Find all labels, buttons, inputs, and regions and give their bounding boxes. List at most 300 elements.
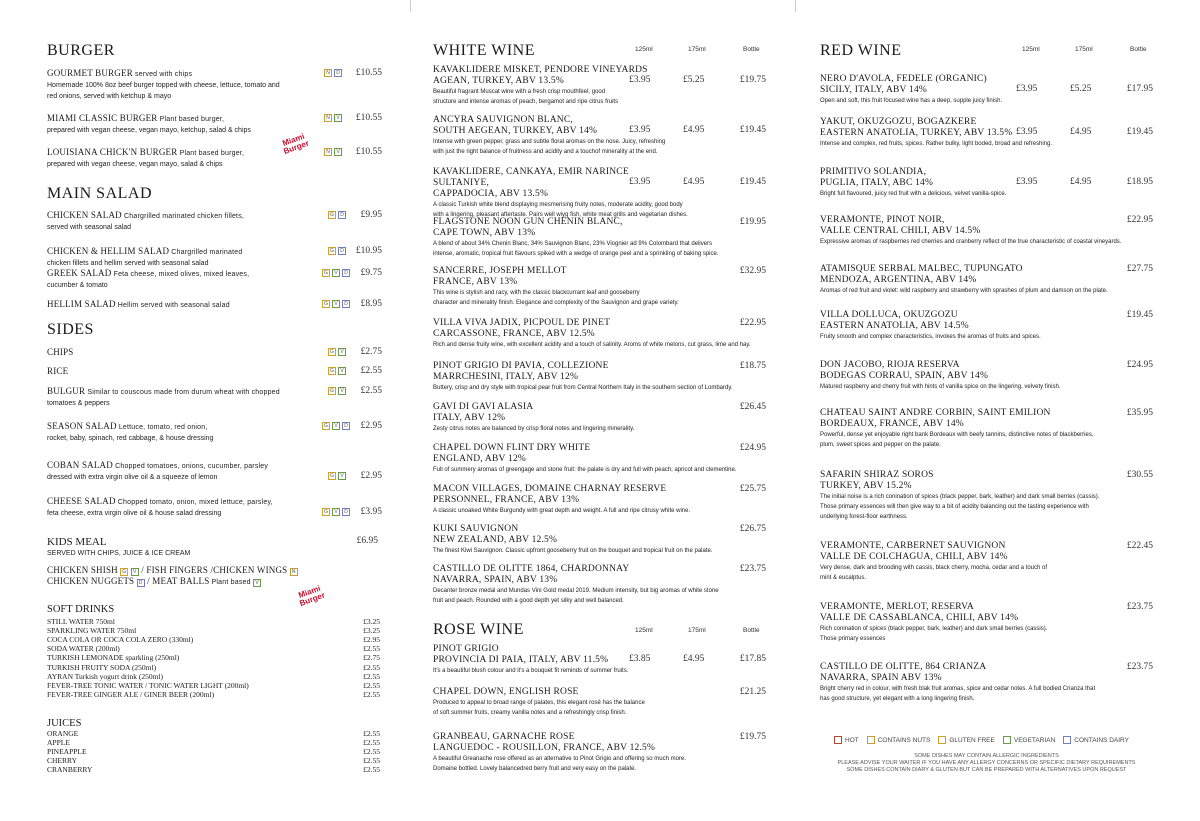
juices-title: JUICES — [47, 718, 82, 729]
allergen-badges — [322, 508, 350, 516]
vegetarian-badge: V — [332, 300, 340, 308]
wine-region: SOUTH AEGEAN, TURKEY, ABV 14% — [433, 126, 598, 136]
wine-name: VERAMONTE, PINOT NOIR, — [820, 215, 945, 225]
legend-veg: VEGETARIAN — [1013, 736, 1056, 744]
drink-price: £2.95 — [363, 635, 380, 645]
wine-name: GRANBEAU, GARNACHE ROSE — [433, 732, 575, 742]
item-name: GOURMET BURGER — [47, 68, 133, 78]
dairy-badge: D — [338, 247, 346, 255]
menu-item — [47, 210, 382, 233]
price-bottle: £19.45 — [739, 177, 766, 187]
red-wine-title: RED WINE — [820, 42, 902, 59]
item-price: £2.95 — [360, 471, 382, 481]
price-bottle: £17.95 — [1126, 84, 1153, 94]
drink-price: £2.55 — [363, 644, 380, 654]
item-price: £2.95 — [360, 421, 382, 431]
price-bottle: £24.95 — [739, 443, 766, 453]
wine-desc: fruit and peach. Rounded with a good depth yet silky and well balanced. — [433, 598, 624, 604]
fold-mark — [410, 0, 411, 12]
drink-row — [47, 653, 380, 662]
kids-line1b: / FISH FINGERS /CHICKEN WINGS — [141, 565, 288, 575]
gluten-free-badge: G — [322, 269, 330, 277]
wine-item — [433, 732, 766, 774]
item-name: CHICKEN SALAD — [47, 210, 122, 220]
price-bottle: £27.75 — [1126, 264, 1153, 274]
gluten-free-badge: G — [328, 211, 336, 219]
wine-name: CHAPEL DOWN FLINT DRY WHITE — [433, 443, 591, 453]
wine-desc: Beautiful fragrant Muscat wine with a fresh crisp mouthfeel, good — [433, 89, 606, 95]
wine-desc: The initial noise is a rich conination of spices (black pepper, bark, leather) and dark small berries (cassis). — [820, 494, 1100, 500]
vegetarian-badge: V — [338, 387, 346, 395]
wine-item — [433, 687, 766, 718]
wine-desc: It's a beautiful blush colour and it's a bouquet fit reminds of summer fruits. — [433, 668, 629, 674]
nuts-badge: N — [324, 69, 332, 77]
wine-name: PINOT GRIGIO DI PAVIA, COLLEZIONE — [433, 361, 609, 371]
wine-desc: Powerful, dense yet enjoyable right bank Bordeaux with beefy tannins, distinctive notes of blackberries, — [820, 432, 1094, 438]
wine-name: VILLA VIVA JADIX, PICPOUL DE PINET — [433, 318, 611, 328]
wine-region: LANGUEDOC - ROUSILLON, FRANCE, ABV 12.5% — [433, 743, 656, 753]
dairy-badge: D — [334, 69, 342, 77]
dairy-badge: D — [342, 300, 350, 308]
price-125: £3.95 — [1016, 84, 1038, 94]
gluten-free-badge: G — [328, 387, 336, 395]
gluten-free-badge: G — [328, 348, 336, 356]
item-desc: prepared with vegan cheese, vegan mayo, salad & chips — [47, 161, 223, 168]
allergen-badges — [328, 211, 346, 219]
price-bottle: £19.45 — [1126, 127, 1153, 137]
item-price: £10.55 — [355, 113, 382, 123]
wine-item — [433, 564, 766, 606]
item-desc: rocket, baby, spinach, red cabbage, & house dressing — [47, 435, 214, 442]
wine-desc: with just the right balance of fruitness and acidity and a touchof minerality at the end. — [433, 149, 658, 155]
wine-desc: Intense with green pepper, grass and subtle floral aromas on the nose. Juicy, refreshing — [433, 139, 666, 145]
item-note: Chopped tomato, onion, mixed lettuce, parsley, — [115, 499, 273, 506]
drink-name: STILL WATER 750ml — [47, 617, 115, 626]
nuts-badge: N — [324, 114, 332, 122]
drink-row — [47, 672, 380, 681]
drink-price: £2.55 — [363, 680, 380, 690]
wine-name: CHATEAU SAINT ANDRE CORBIN, SAINT EMILION — [820, 408, 1051, 418]
wine-item — [820, 541, 1153, 583]
drink-name: CHERRY — [47, 756, 78, 766]
logo-text: Miami Burger — [297, 583, 327, 609]
wine-region: VALLE DE CASSABLANCA, CHILI, ABV 14% — [820, 613, 1019, 623]
wine-desc: Decanter bronze medal and Mundas Vini Gold medal 2019. Medium intensity, but big aromas of white stone — [433, 588, 719, 594]
drink-row — [47, 635, 380, 644]
col-header-bottle: Bottle — [743, 627, 760, 634]
price-175: £4.95 — [683, 177, 705, 187]
item-name: COBAN SALAD — [47, 460, 113, 470]
drink-price: £3.25 — [363, 617, 380, 626]
allergen-badges — [322, 269, 350, 277]
wine-region: VALLE CENTRAL CHILI, ABV 14.5% — [820, 226, 981, 236]
wine-region: MARRCHESINI, ITALY, ABV 12% — [433, 372, 579, 382]
price-bottle: £22.45 — [1126, 541, 1153, 551]
price-bottle: £30.55 — [1126, 470, 1153, 480]
white-rose-wine-column — [433, 0, 766, 821]
wine-desc: Aromas of red fruit and violet: wild raspberry and strawberry with sprashes of plum and damson on the plate. — [820, 288, 1108, 294]
wine-desc: Matured raspberry and cherry fruit with hints of vanilla spice on the lingering, velvety finish. — [820, 384, 1061, 390]
white-wine-title: WHITE WINE — [433, 42, 535, 59]
item-price: £10.55 — [355, 68, 382, 78]
wine-desc: plum, sweet spices and pepper on the palate. — [820, 442, 941, 448]
wine-region: NAVARRA, SPAIN ABV 13% — [820, 673, 942, 683]
legend-hot: HOT — [845, 736, 859, 744]
item-name: RICE — [47, 366, 69, 376]
wine-item — [820, 602, 1153, 644]
wine-region: MENDOZA, ARGENTINA, ABV 14% — [820, 275, 977, 285]
wine-name: KAVAKLIDERE MISKET, PENDORE VINEYARDS — [433, 65, 648, 75]
nuts-icon — [867, 736, 875, 744]
menu-item — [47, 386, 382, 409]
wine-region: PUGLIA, ITALY, ABC 14% — [820, 178, 934, 188]
wine-item — [433, 115, 766, 157]
allergen-badges — [322, 422, 350, 430]
item-price: £2.55 — [360, 386, 382, 396]
item-price: £8.95 — [360, 299, 382, 309]
note-line: SOME DISHES CONTAIN DIARY & GLUTEN BUT CAN BE PREPARED WITH ALTERNATIVES UPON REQUEST — [846, 767, 1127, 773]
drink-price: £2.55 — [363, 738, 380, 748]
vegetarian-badge: V — [332, 508, 340, 516]
wine-desc: structure and intense aromas of peach, bergamot and ripe citrus fruits — [433, 99, 619, 105]
gluten-free-icon — [938, 736, 946, 744]
wine-item — [820, 264, 1153, 296]
drink-row — [47, 681, 380, 690]
wine-item — [820, 662, 1153, 704]
allergen-badges — [324, 69, 342, 77]
wine-desc: The finest Kiwi Sauvignon. Classic upfront gooseberry fruit on the bouquet and tropical fruit on the palate. — [433, 548, 713, 554]
item-note: Similar to couscous made from durum wheat with chopped — [85, 389, 280, 396]
allergen-badges — [328, 348, 346, 356]
drink-name: CRANBERRY — [47, 765, 93, 775]
wine-item — [820, 470, 1153, 522]
item-desc: feta cheese, extra virgin olive oil & house salad dressing — [47, 510, 222, 517]
menu-item — [47, 68, 382, 102]
wine-desc: Produced to appeal to broad range of palates, this elegant rosé has the balance — [433, 700, 645, 706]
price-bottle: £23.75 — [1126, 662, 1153, 672]
item-price: £9.95 — [360, 210, 382, 220]
item-name: HELLIM SALAD — [47, 299, 116, 309]
wine-desc: A blend of about 34% Chenin Blanc, 34% Sauvignon Blanc, 23% Viognier ad 9% Colombard that delivers — [433, 241, 713, 247]
legend-gluten: GLUTEN FREE — [949, 736, 995, 744]
item-price: £9.75 — [360, 268, 382, 278]
wine-desc: Zesty citrus notes are balanced by crisp floral notes and lingering minerality. — [433, 426, 635, 432]
item-name: CHEESE SALAD — [47, 496, 116, 506]
wine-name: GAVI DI GAVI ALASIA — [433, 402, 534, 412]
item-note: Plant based burger, — [177, 150, 245, 157]
item-desc: Homemade 100% 8oz beef burger topped with cheese, lettuce, tomato and red onions, served with ketchup & mayo — [47, 82, 280, 100]
drink-name: PINEAPPLE — [47, 747, 87, 757]
drink-price: £2.55 — [363, 729, 380, 738]
allergen-badges — [328, 367, 346, 375]
allergen-legend — [834, 736, 1129, 744]
wine-name: ANCYRA SAUVIGNON BLANC, — [433, 115, 573, 125]
drink-price: £2.55 — [363, 689, 380, 699]
gluten-free-badge: G — [328, 367, 336, 375]
item-note: Chopped tomatoes, onions, cucumber, parsley — [112, 463, 269, 470]
vegetarian-icon — [1003, 736, 1011, 744]
dairy-badge: D — [137, 579, 145, 587]
price-bottle: £23.75 — [739, 564, 766, 574]
item-note: Chargrilled marinated chicken fillets, — [121, 213, 245, 220]
wine-item — [820, 117, 1153, 149]
gluten-free-badge: G — [322, 508, 330, 516]
price-175: £5.25 — [1070, 84, 1092, 94]
logo-text: Miami Burger — [281, 131, 311, 157]
vegetarian-badge: V — [332, 269, 340, 277]
wine-region: AGEAN, TURKEY, ABV 13.5% — [433, 76, 564, 86]
wine-region: VALLE DE COLCHAGUA, CHILI, ABV 14% — [820, 552, 1008, 562]
sides-title: SIDES — [47, 321, 94, 338]
vegetarian-badge: V — [338, 367, 346, 375]
vegetarian-badge: V — [334, 148, 342, 156]
drink-name: TURKISH LEMONADE sparkling (250ml) — [47, 653, 180, 663]
wine-item — [433, 266, 766, 308]
price-bottle: £19.45 — [1126, 310, 1153, 320]
wine-region: EASTERN ANATOLIA, ABV 14.5% — [820, 321, 969, 331]
wine-region: PROVINCIA DI PAIA, ITALY, ABV 11.5% — [433, 655, 609, 665]
wine-name: DON JACOBO, RIOJA RESERVA — [820, 360, 960, 370]
legend-dairy: CONTAINS DAIRY — [1074, 736, 1129, 744]
drink-row — [47, 617, 380, 626]
wine-name: VILLA DOLLUCA, OKUZGOZU — [820, 310, 958, 320]
price-bottle: £17.85 — [739, 654, 766, 664]
wine-desc: Open and soft, this fruit focused wine has a deep, supple juicy finish. — [820, 98, 1003, 104]
vegetarian-badge: V — [338, 348, 346, 356]
allergen-badges — [324, 114, 342, 122]
col-header-125: 125ml — [1022, 46, 1040, 53]
fold-mark — [795, 0, 796, 12]
wine-item — [820, 215, 1153, 247]
allergy-notes — [820, 753, 1153, 774]
dairy-badge: D — [342, 508, 350, 516]
wine-name: CASTILLO DE OLITTE 1864, CHARDONNAY — [433, 564, 630, 574]
nuts-badge: N — [290, 568, 298, 576]
wine-desc: Fruity smooth and complex characteristics, invokes the aromas of fruits and spices. — [820, 334, 1041, 340]
drink-row — [47, 663, 380, 672]
item-desc: tomatoes & peppers — [47, 400, 110, 407]
wine-item — [820, 408, 1153, 450]
menu-item — [47, 113, 382, 136]
drink-name: FEVER-TREE TONIC WATER / TONIC WATER LIGHT (200ml) — [47, 680, 249, 690]
col-header-bottle: Bottle — [743, 46, 760, 53]
item-name: CHICKEN & HELLIM SALAD — [47, 246, 170, 256]
item-name: CHIPS — [47, 347, 74, 357]
wine-item — [433, 167, 766, 220]
price-bottle: £19.45 — [739, 125, 766, 135]
wine-item — [820, 167, 1153, 199]
price-bottle: £23.75 — [1126, 602, 1153, 612]
item-name: GREEK SALAD — [47, 268, 112, 278]
price-125: £3.85 — [629, 654, 651, 664]
item-desc: served with seasonal salad — [47, 224, 132, 231]
col-header-125: 125ml — [635, 627, 653, 634]
price-bottle: £19.95 — [739, 217, 766, 227]
wine-region: SICILY, ITALY, ABV 14% — [820, 85, 928, 95]
price-125: £3.95 — [1016, 127, 1038, 137]
wine-item — [820, 310, 1153, 342]
vegetarian-badge: V — [332, 422, 340, 430]
wine-region: CAPE TOWN, ABV 13% — [433, 228, 536, 238]
price-bottle: £19.75 — [739, 732, 766, 742]
col-header-bottle: Bottle — [1130, 46, 1147, 53]
price-bottle: £18.95 — [1126, 177, 1153, 187]
vegetarian-badge: V — [253, 579, 261, 587]
wine-desc: with a lingering, pleasant aftertaste. Pairs well wiyg fish, white meat grills and vegetarian dishes. — [433, 212, 688, 218]
wine-desc: has good structure, yet elegant with a long lingering finish. — [820, 696, 975, 702]
wine-name: SAFARIN SHIRAZ SOROS — [820, 470, 934, 480]
wine-item — [433, 402, 766, 434]
price-bottle: £24.95 — [1126, 360, 1153, 370]
item-note: Chargrilled marinated — [169, 249, 243, 256]
wine-name: VERAMONTE, CARBERNET SAUVIGNON — [820, 541, 1006, 551]
gluten-free-badge: G — [122, 569, 127, 575]
wine-region: CARCASSONE, FRANCE, ABV 12.5% — [433, 329, 595, 339]
drink-name: SODA WATER (200ml) — [47, 644, 120, 654]
item-note: served with chips — [132, 71, 193, 78]
item-price: £10.95 — [355, 246, 382, 256]
wine-name: ATAMISQUE SERBAL MALBEC, TUPUNGATO — [820, 264, 1023, 274]
wine-name: FLAGSTONE NOON GUN CHENIN BLANC, — [433, 217, 623, 227]
drink-price: £2.55 — [363, 747, 380, 757]
drink-row — [47, 626, 380, 635]
wine-name: KUKI SAUVIGNON — [433, 524, 519, 534]
item-price: £3.95 — [360, 507, 382, 517]
wine-item — [433, 644, 766, 676]
wine-region: FRANCE, ABV 13% — [433, 277, 518, 287]
price-175: £5.25 — [683, 75, 705, 85]
wine-desc: Those primary essences — [820, 636, 886, 642]
gluten-free-badge: G — [328, 247, 336, 255]
allergen-badges — [328, 387, 346, 395]
nuts-badge: N — [324, 148, 332, 156]
drink-row — [47, 765, 380, 774]
item-desc: chicken fillets and hellim served with seasonal salad — [47, 260, 209, 267]
wine-name: PINOT GRIGIO — [433, 644, 499, 654]
wine-desc: mint & eucalptus. — [820, 575, 867, 581]
wine-desc: Bright cherry red in colour, with fresh blak fruit aromas, spice and cedar notes. A full bodied Crianza that — [820, 686, 1096, 692]
wine-item — [433, 524, 766, 556]
price-bottle: £19.75 — [739, 75, 766, 85]
price-125: £3.95 — [1016, 177, 1038, 187]
drink-price: £2.55 — [363, 756, 380, 766]
wine-desc: Domaine bottled. Lovely balancedred berry fruit and very easy on the palate. — [433, 766, 637, 772]
drink-price: £2.55 — [363, 765, 380, 775]
item-name: MIAMI CLASSIC BURGER — [47, 113, 158, 123]
menu-item — [47, 246, 382, 269]
wine-desc: A classic Turkish white blend displaying mesmerising fruity notes, moderate acidity, good body — [433, 202, 683, 208]
price-175: £4.95 — [683, 654, 705, 664]
wine-item — [433, 361, 766, 393]
wine-desc: Those primary essences will then give way to a bit of acidity balancing out the tasting experience with — [820, 504, 1089, 510]
drink-row — [47, 756, 380, 765]
menu-item — [47, 366, 382, 377]
wine-name: VERAMONTE, MERLOT, RESERVA — [820, 602, 974, 612]
price-175: £4.95 — [1070, 177, 1092, 187]
wine-desc: character and minerality finish. Elegance and complexity of the Sauvignon and grape variety. — [433, 300, 679, 306]
kids-line2: CHICKEN NUGGETS — [47, 576, 135, 586]
wine-region: EASTERN ANATOLIA, TURKEY, ABV 13.5% — [820, 128, 1013, 138]
price-bottle: £26.75 — [739, 524, 766, 534]
price-125: £3.95 — [629, 125, 651, 135]
vegetarian-badge: V — [131, 568, 139, 576]
wine-region: PERSONNEL, FRANCE, ABV 13% — [433, 495, 580, 505]
wine-name: YAKUT, OKUZGOZU, BOGAZKERE — [820, 117, 977, 127]
col-header-175: 175ml — [688, 627, 706, 634]
gluten-free-badge: G — [322, 422, 330, 430]
price-bottle: £32.95 — [739, 266, 766, 276]
drink-price: £2.55 — [363, 662, 380, 672]
drink-row — [47, 644, 380, 653]
item-desc: prepared with vegan cheese, vegan mayo, ketchup, salad & chips — [47, 127, 251, 134]
price-bottle: £26.45 — [739, 402, 766, 412]
price-bottle: £22.95 — [739, 318, 766, 328]
kids-subtitle: SERVED WITH CHIPS, JUICE & ICE CREAM — [47, 550, 191, 557]
main-salad-title: MAIN SALAD — [47, 185, 152, 202]
kids-price: £6.95 — [356, 536, 378, 546]
drink-price: £2.75 — [363, 653, 380, 663]
rose-wine-title: ROSE WINE — [433, 621, 524, 638]
gluten-free-badge: G — [322, 300, 330, 308]
menu-item — [47, 268, 382, 291]
price-bottle: £25.75 — [739, 484, 766, 494]
wine-desc: intense, aromatic, tropical fruit flavours spiked with a wedge of orange peel and a sprinkling of baking spice. — [433, 251, 719, 257]
wine-region: BODEGAS CORRAU, SPAIN, ABV 14% — [820, 371, 989, 381]
drink-row — [47, 690, 380, 699]
allergen-badges — [328, 472, 346, 480]
wine-desc: Full of summery aromas of greengage and stone fruit: the palate is dry and full with peach, apricot and clementine. — [433, 467, 737, 473]
price-bottle: £18.75 — [739, 361, 766, 371]
menu-item — [47, 147, 382, 170]
wine-desc: Rich conination of spices (black pepper, bark, leather) and dark small berries (cassis). — [820, 626, 1048, 632]
note-line: PLEASE ADVISE YOUR WAITER IF YOU HAVE ANY ALLERGY CONCERNS OR SPECIFIC DIETARY REQUIREMENTS — [837, 760, 1136, 766]
wine-desc: Rich and dense fruity wine, with excellent acidity and a touch of salinity. Aroms of white melons, cut grass, lime and hay. — [433, 342, 751, 348]
dairy-badge: D — [342, 422, 350, 430]
item-note: Hellim served with seasonal salad — [115, 302, 230, 309]
wine-region: NAVARRA, SPAIN, ABV 13% — [433, 575, 558, 585]
wine-desc: underlying forest-floor earthness. — [820, 514, 908, 520]
wine-desc: of soft summer fruits, creamy vanilla notes and a refreshingly crisp finish. — [433, 710, 627, 716]
drink-name: COCA COLA OR COCA COLA ZERO (330ml) — [47, 635, 194, 645]
wine-item — [433, 443, 766, 475]
wine-desc: Intense and complex, red fruits, spices. Rather bulky, light boded, broad and refreshing. — [820, 141, 1053, 147]
wine-name: CHAPEL DOWN, ENGLISH ROSE — [433, 687, 579, 697]
price-175: £4.95 — [1070, 127, 1092, 137]
dairy-badge: D — [342, 269, 350, 277]
wine-item — [820, 360, 1153, 392]
wine-name: KAVAKLIDERE, CANKAYA, EMIR NARINCE SULTANIYE, — [433, 167, 629, 188]
wine-desc: Expressive aromas of raspberries red cherries and cranberry reflect of the true characteristic of coastal vineyards. — [820, 239, 1122, 245]
price-125: £3.95 — [629, 177, 651, 187]
wine-desc: Bright full flavoured, juicy red fruit with a delicious, velvet vanilla-spice. — [820, 191, 1007, 197]
drink-price: £2.55 — [363, 671, 380, 681]
allergen-badges — [324, 148, 342, 156]
red-wine-column — [820, 0, 1153, 821]
drink-name: APPLE — [47, 738, 70, 748]
wine-region: ENGLAND, ABV 12% — [433, 454, 527, 464]
kids-line2c: Plant based — [209, 579, 251, 586]
price-bottle: £21.25 — [739, 687, 766, 697]
vegetarian-badge: V — [334, 114, 342, 122]
price-bottle: £22.95 — [1126, 215, 1153, 225]
menu-item — [47, 421, 382, 444]
drink-name: AYRAN Turkish yogurt drink (250ml) — [47, 671, 163, 681]
col-header-175: 175ml — [688, 46, 706, 53]
wine-region: BORDEAUX, FRANCE, ABV 14% — [820, 419, 964, 429]
wine-desc: Buttery, crisp and dry style with tropical pear fruit from Central Northern Italy in the southern section of Lombardy. — [433, 385, 733, 391]
allergen-badges — [322, 300, 350, 308]
col-header-125: 125ml — [635, 46, 653, 53]
